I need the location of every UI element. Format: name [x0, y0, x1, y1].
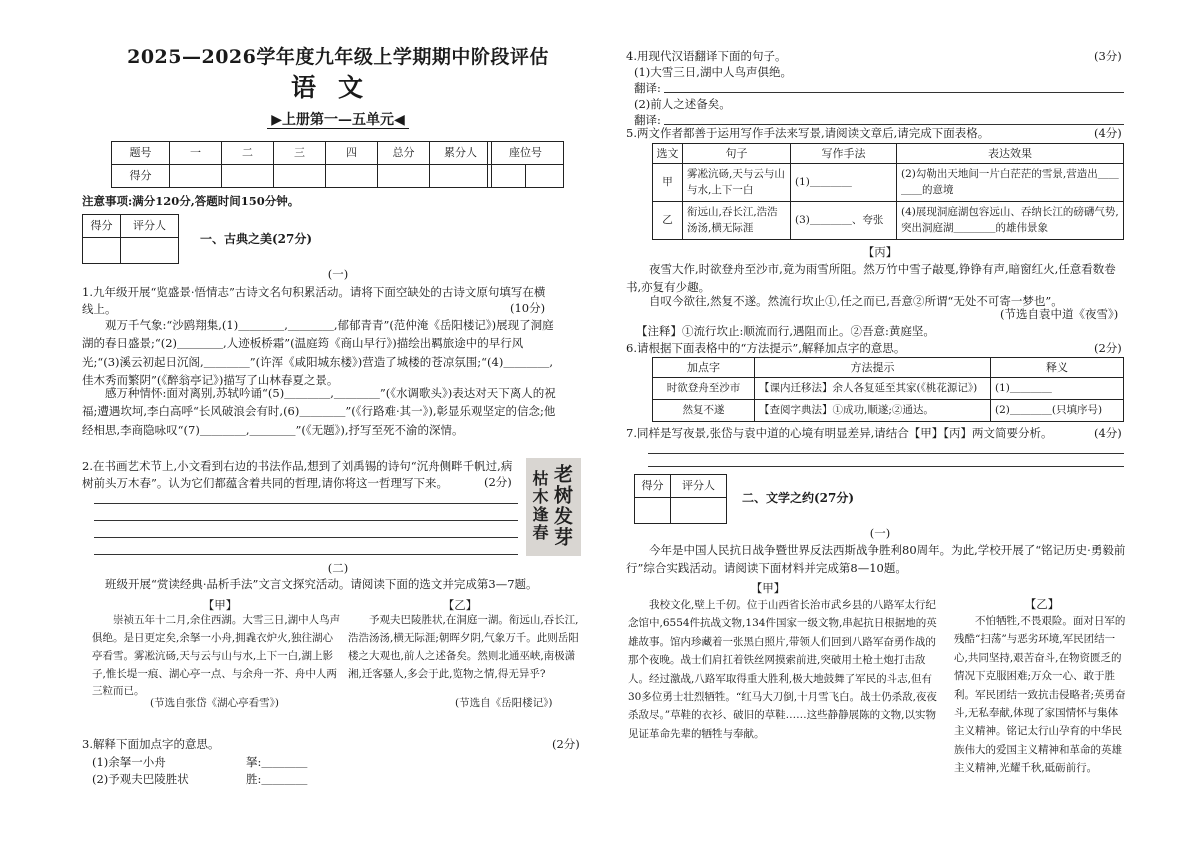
grader-reviewer-label: 评分人: [671, 475, 727, 498]
translation-line[interactable]: [664, 92, 1124, 93]
seat-cell[interactable]: [526, 165, 564, 188]
score-header: 一: [170, 142, 222, 165]
q5-cell: 雾凇沆砀,天与云与山与水,上下一白: [683, 164, 791, 202]
score-row-label: 得分: [112, 165, 170, 188]
grader-cell[interactable]: [121, 238, 179, 264]
s2-jia-label: 【甲】: [750, 581, 786, 595]
seat-table: [487, 141, 564, 188]
score-header: 题号: [112, 142, 170, 165]
q2-points: (2分): [484, 475, 512, 489]
q3-answer2[interactable]: 胜:＿＿＿＿: [246, 772, 308, 786]
s2-jia-text: 我校文化,壁上千仞。位于山西省长治市武乡县的八路军太行纪念馆中,6554件抗战文物,134件国家一级文物,串起抗日根据地的英雄故事。馆内珍藏着一张黑白照片,带领人们回到八路军奋勇作战的那个夜晚。战士们肩扛着铁丝网摸索前进,突破用土枪土炮打击敌人。经过激战,八路军取得重大胜利,极大地鼓舞了军民的斗志,但有30多位勇士壮烈牺牲。“红马大刀倒,十月雪飞白。战士仍杀敌,夜夜杀敌尽。”草鞋的衣衫、破旧的草鞋……这些静静展陈的文物,以实物见证革命先辈的牺牲与奉献。: [628, 599, 937, 740]
yi-source: (节选自《岳阳楼记》): [455, 697, 553, 709]
score-header: 三: [274, 142, 326, 165]
q3-item1: (1)余拏一小舟: [92, 755, 166, 769]
q6-cell[interactable]: (2)＿＿＿＿(只填序号): [991, 400, 1124, 422]
calligraphy-image: [526, 458, 581, 556]
score-header: 累分人: [430, 142, 492, 165]
q5-header: 句子: [683, 144, 791, 164]
score-header: 二: [222, 142, 274, 165]
q7-stem: 7.同样是写夜景,张岱与袁中道的心境有明显差异,请结合【甲】【丙】两文简要分析。: [626, 426, 1053, 440]
grader-score-label: 得分: [635, 475, 671, 498]
exam-title: 2025—2026学年度九年级上学期期中阶段评估: [127, 46, 549, 68]
part2-label: (二): [327, 561, 349, 575]
bing-paragraph1: 夜雪大作,时欲登舟至沙市,竟为雨雪所阻。然万竹中雪子敲戛,铮铮有声,暗窗红火,任意看数卷书,亦复有少趣。: [626, 262, 1116, 295]
score-header: 总分: [378, 142, 430, 165]
q5-cell: 乙: [653, 202, 683, 240]
score-table: [111, 141, 492, 188]
q4-stem: 4.用现代汉语翻译下面的句子。: [626, 49, 787, 63]
q7-points: (4分): [1094, 426, 1122, 440]
q4-label2: 翻译:: [634, 113, 661, 127]
grader-reviewer-label: 评分人: [121, 215, 179, 238]
q5-stem: 5.两文作者都善于运用写作手法来写景,请阅读文章后,请完成下面表格。: [626, 126, 990, 140]
q4-sentence2: (2)前人之述备矣。: [634, 97, 731, 111]
jia-label: 【甲】: [202, 598, 238, 612]
q2-stem: 2.在书画艺术节上,小文看到右边的书法作品,想到了刘禹锡的诗句“沉舟侧畔千帆过,病树前头万木春”。认为它们都蕴含着共同的哲理,请你将这一哲理写下来。: [82, 459, 513, 490]
calligraphy-text: 枯木逢春: [530, 470, 549, 542]
q1-paragraph1: 观万千气象:“沙鸥翔集,(1)＿＿＿＿,＿＿＿＿,郁郁青青”(范仲淹《岳阳楼记》)展现了洞庭湖的春日盛景;“(2)＿＿＿＿,人迹板桥霜”(温庭筠《商山早行》)描绘出羁旅途中的早行风光;“(3)溪云初起日沉阁,＿＿＿＿”(许浑《咸阳城东楼》)营造了城楼的苍凉氛围;“(4)＿＿＿＿,佳木秀而繁阴”(《醉翁亭记》)描写了山林春夏之景。: [82, 318, 554, 388]
section2-title: 二、文学之约(27分): [742, 491, 855, 505]
score-cell[interactable]: [326, 165, 378, 188]
seat-label: 座位号: [488, 142, 564, 165]
seat-cell[interactable]: [488, 165, 526, 188]
q6-header: 方法提示: [755, 358, 991, 378]
q5-table: [652, 143, 1124, 240]
section1-title: 一、古典之美(27分): [200, 232, 313, 246]
grader-cell[interactable]: [671, 498, 727, 524]
q5-cell[interactable]: (1)＿＿＿＿: [791, 164, 897, 202]
score-cell[interactable]: [378, 165, 430, 188]
q3-answer1[interactable]: 拏:＿＿＿＿: [246, 755, 308, 769]
score-cell[interactable]: [222, 165, 274, 188]
q4-points: (3分): [1094, 49, 1122, 63]
s2-yi-label: 【乙】: [1024, 597, 1060, 611]
q6-header: 加点字: [653, 358, 755, 378]
q5-points: (4分): [1094, 126, 1122, 140]
yi-label: 【乙】: [442, 598, 478, 612]
section2-part1: (一): [869, 526, 891, 540]
q1-stem: 1.九年级开展“览盛景·悟情志”古诗文名句积累活动。请将下面空缺处的古诗文原句填写在横线上。: [82, 285, 546, 316]
grader-box-1: [82, 214, 179, 264]
q1-paragraph2: 感万种情怀:面对离别,苏轼吟诵“(5)＿＿＿＿,＿＿＿＿”(《水调歌头》)表达对天下离人的祝福;遭遇坎坷,李白高呼“长风破浪会有时,(6)＿＿＿＿”(《行路难·其一》),彰显乐观坚定的信念;他经相思,李商隐咏叹“(7)＿＿＿＿,＿＿＿＿”(《无题》),抒写至死不渝的深情。: [82, 386, 556, 437]
answer-line[interactable]: [648, 453, 1124, 454]
q1-points: (10分): [510, 301, 546, 315]
q5-cell: 衔远山,吞长江,浩浩汤汤,横无际涯: [683, 202, 791, 240]
part1-label: (一): [327, 267, 349, 281]
calligraphy-text: 老树发芽: [551, 464, 573, 548]
jia-source: (节选自张岱《湖心亭看雪》): [150, 697, 279, 709]
notice: 注意事项:满分120分,答题时间150分钟。: [82, 194, 300, 208]
answer-line[interactable]: [94, 503, 518, 504]
grader-score-label: 得分: [83, 215, 121, 238]
q3-item2: (2)予观夫巴陵胜状: [92, 772, 189, 786]
section2-intro: 今年是中国人民抗日战争暨世界反法西斯战争胜利80周年。为此,学校开展了“铭记历史·勇毅前行”综合实践活动。请阅读下面材料并完成第8—10题。: [626, 543, 1126, 576]
q5-cell[interactable]: (4)展现洞庭湖包容远山、吞纳长江的磅礴气势,突出洞庭湖＿＿＿＿的雄伟景象: [897, 202, 1124, 240]
unit-range: ▶上册第一—五单元◀: [78, 110, 598, 130]
q6-cell: 时欲登舟至沙市: [653, 378, 755, 400]
q4-label1: 翻译:: [634, 81, 661, 95]
q5-cell[interactable]: (3)＿＿＿＿、夸张: [791, 202, 897, 240]
q5-header: 写作手法: [791, 144, 897, 164]
score-cell[interactable]: [170, 165, 222, 188]
q3-points: (2分): [552, 737, 580, 751]
s2-yi-text: 不怕牺牲,不畏艰险。面对日军的残酷“扫荡”与恶劣环境,军民团结一心,共同坚持,艰苦奋斗,在物资匮乏的情况下克服困难;万众一心、敢于胜利。军民团结一致抗击侵略者;英勇奋斗,无私奉献,体现了家国情怀与集体主义精神。铭记太行山孕育的中华民族伟大的爱国主义精神和革命的英雄主义精神,光耀千秋,砥砺前行。: [954, 615, 1126, 774]
score-cell[interactable]: [274, 165, 326, 188]
q5-header: 选文: [653, 144, 683, 164]
bing-paragraph2: 自叹今欲往,然复不遂。然流行坎止①,任之而已,吾意②所谓“无处不可寄一梦也”。: [649, 294, 1063, 308]
q5-cell[interactable]: (2)勾勒出天地间一片白茫茫的雪景,营造出＿＿＿＿的意境: [897, 164, 1124, 202]
q6-header: 释义: [991, 358, 1124, 378]
answer-line[interactable]: [94, 537, 518, 538]
q6-cell[interactable]: (1)＿＿＿＿: [991, 378, 1124, 400]
q6-cell: 【课内迁移法】余人各复延至其家(《桃花源记》): [755, 378, 991, 400]
reading-intro: 班级开展“赏读经典·品析手法”文言文探究活动。请阅读下面的选文并完成第3—7题。: [105, 577, 538, 591]
score-cell[interactable]: [430, 165, 492, 188]
q6-stem: 6.请根据下面表格中的“方法提示”,解释加点字的意思。: [626, 341, 906, 355]
answer-line[interactable]: [648, 466, 1124, 467]
grader-box-2: [634, 474, 727, 524]
q4-sentence1: (1)大雪三日,湖中人鸟声俱绝。: [634, 65, 792, 79]
grader-cell[interactable]: [635, 498, 671, 524]
q6-cell: 【查阅字典法】①成功,顺遂;②通达。: [755, 400, 991, 422]
jia-text: 崇祯五年十二月,余住西湖。大雪三日,湖中人鸟声俱绝。是日更定矣,余拏一小舟,拥毳衣炉火,独往湖心亭看雪。雾凇沆砀,天与云与山与水,上下一白,湖上影子,惟长堤一痕、湖心亭一点、与余舟一芥、舟中人两三粒而已。: [92, 614, 341, 698]
subject-title: 语文: [290, 73, 385, 102]
bing-source: (节选自袁中道《夜雪》): [1000, 307, 1119, 321]
q5-header: 表达效果: [897, 144, 1124, 164]
q5-cell: 甲: [653, 164, 683, 202]
score-header: 四: [326, 142, 378, 165]
q6-table: [652, 357, 1124, 422]
yi-text: 予观夫巴陵胜状,在洞庭一湖。衔远山,吞长江,浩浩汤汤,横无际涯;朝晖夕阴,气象万千。此则岳阳楼之大观也,前人之述备矣。然则北通巫峡,南极潇湘,迁客骚人,多会于此,览物之情,得无异乎?: [348, 614, 579, 680]
bing-label: 【丙】: [862, 245, 898, 259]
answer-line[interactable]: [94, 554, 518, 555]
grader-cell[interactable]: [83, 238, 121, 264]
bing-note: 【注释】①流行坎止:顺流而行,遇阻而止。②吾意:黄庭坚。: [636, 324, 935, 338]
answer-line[interactable]: [94, 520, 518, 521]
q6-points: (2分): [1094, 341, 1122, 355]
q3-stem: 3.解释下面加点字的意思。: [82, 737, 220, 751]
q6-cell: 然复不遂: [653, 400, 755, 422]
